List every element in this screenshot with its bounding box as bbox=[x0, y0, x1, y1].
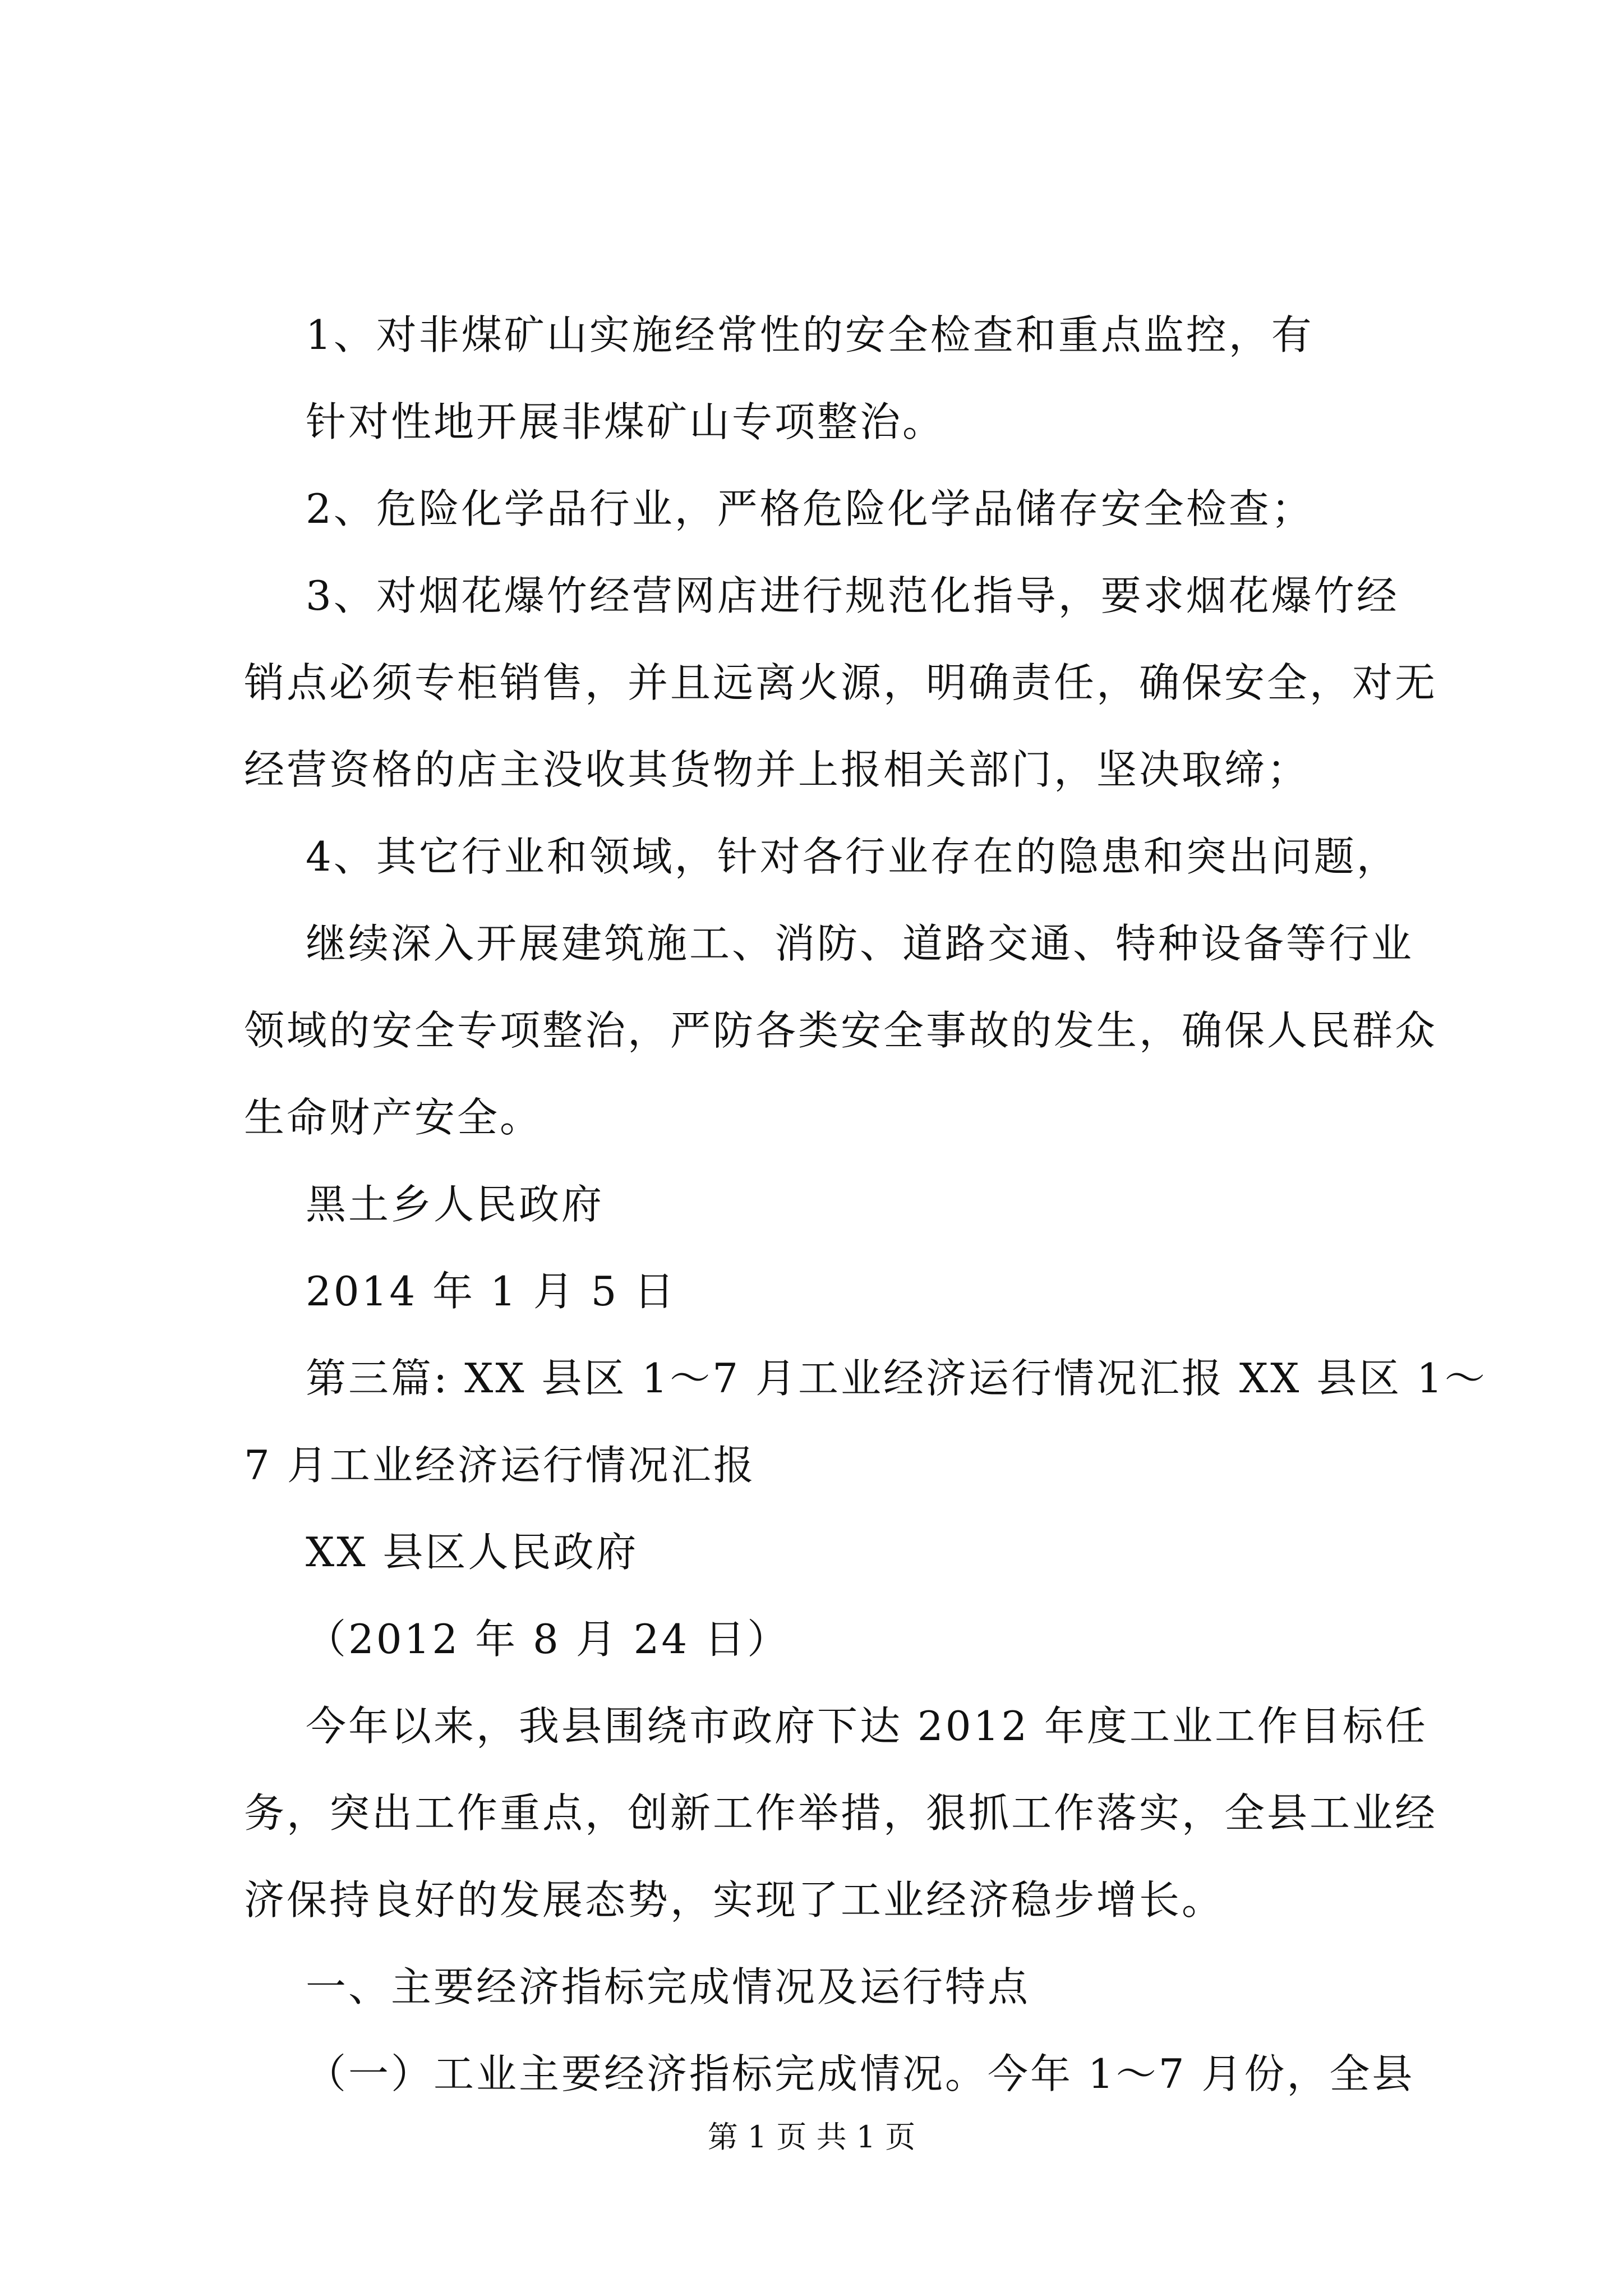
text-line: 销点必须专柜销售，并且远离火源，明确责任，确保安全，对无 bbox=[244, 659, 1438, 706]
text-line: 7 月工业经济运行情况汇报 bbox=[244, 1442, 756, 1489]
text-line: 领域的安全专项整治，严防各类安全事故的发生，确保人民群众 bbox=[244, 1007, 1438, 1054]
text-line: 今年以来，我县围绕市政府下达 2012 年度工业工作目标任 bbox=[306, 1703, 1428, 1750]
text-line: 3、对烟花爆竹经营网店进行规范化指导，要求烟花爆竹经 bbox=[306, 572, 1399, 619]
text-line: 2014 年 1 月 5 日 bbox=[306, 1268, 677, 1315]
text-line: 继续深入开展建筑施工、消防、道路交通、特种设备等行业 bbox=[306, 920, 1414, 967]
text-line: （一）工业主要经济指标完成情况。今年 1～7 月份，全县 bbox=[306, 2050, 1415, 2097]
text-line: 生命财产安全。 bbox=[244, 1094, 543, 1141]
page-footer: 第 1 页 共 1 页 bbox=[707, 2119, 916, 2155]
text-line: 第三篇: XX 县区 1～7 月工业经济运行情况汇报 XX 县区 1～ bbox=[306, 1355, 1487, 1402]
text-line: 针对性地开展非煤矿山专项整治。 bbox=[306, 398, 946, 445]
text-line: 2、危险化学品行业，严格危险化学品储存安全检查； bbox=[306, 485, 1314, 532]
text-line: 经营资格的店主没收其货物并上报相关部门，坚决取缔； bbox=[244, 746, 1310, 793]
text-line: 务，突出工作重点，创新工作举措，狠抓工作落实，全县工业经 bbox=[244, 1789, 1438, 1837]
text-line: 济保持良好的发展态势，实现了工业经济稳步增长。 bbox=[244, 1876, 1225, 1924]
document-body bbox=[244, 292, 1487, 2118]
text-line: 一、主要经济指标完成情况及运行特点 bbox=[306, 1963, 1031, 2010]
text-line: 1、对非煤矿山实施经常性的安全检查和重点监控，有 bbox=[306, 311, 1314, 358]
text-line: （2012 年 8 月 24 日） bbox=[306, 1616, 790, 1663]
text-line: 4、其它行业和领域，针对各行业存在的隐患和突出问题， bbox=[306, 833, 1399, 880]
text-line: XX 县区人民政府 bbox=[306, 1529, 639, 1576]
text-line: 黑土乡人民政府 bbox=[306, 1181, 605, 1228]
